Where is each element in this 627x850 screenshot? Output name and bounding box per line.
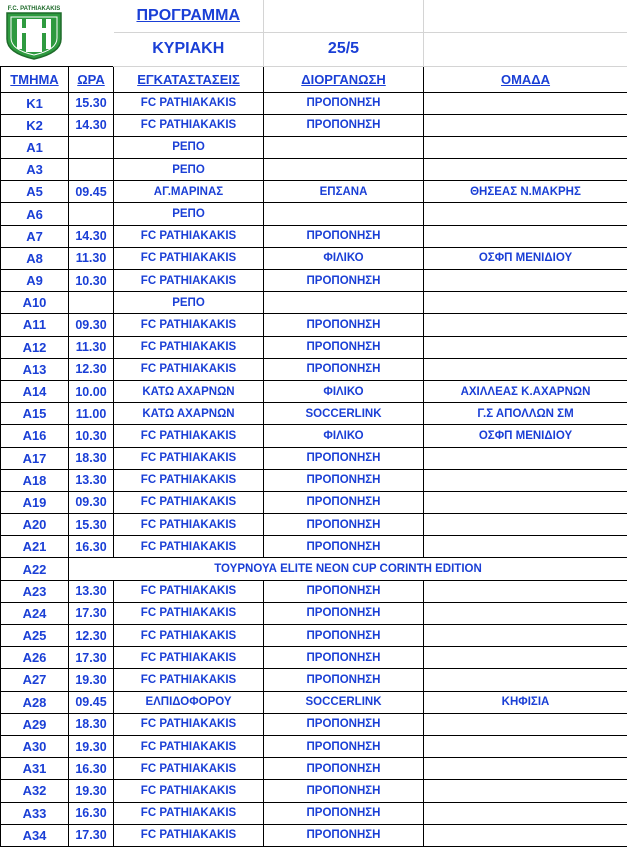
time-cell: 17.30 xyxy=(69,824,114,846)
time-cell xyxy=(69,136,114,158)
organization-cell: ΕΠΣΑΝΑ xyxy=(264,181,424,203)
venue-cell: FC PATHIAKAKIS xyxy=(114,802,264,824)
time-cell: 17.30 xyxy=(69,602,114,624)
col-team-header: ΤΜΗΜΑ xyxy=(1,66,69,92)
organization-cell: ΠΡΟΠΟΝΗΣΗ xyxy=(264,447,424,469)
table-row xyxy=(1,247,627,269)
team-cell: A19 xyxy=(1,491,69,513)
team-cell: A1 xyxy=(1,136,69,158)
venue-cell: ΕΛΠΙΔΟΦΟΡΟΥ xyxy=(114,691,264,713)
time-cell: 17.30 xyxy=(69,647,114,669)
empty-header-cell xyxy=(424,0,627,32)
table-row xyxy=(1,159,627,181)
organization-cell: ΠΡΟΠΟΝΗΣΗ xyxy=(264,647,424,669)
organization-cell: SOCCERLINK xyxy=(264,691,424,713)
team-cell: A15 xyxy=(1,403,69,425)
venue-cell: FC PATHIAKAKIS xyxy=(114,336,264,358)
time-cell: 18.30 xyxy=(69,713,114,735)
venue-cell: ΚΑΤΩ ΑΧΑΡΝΩΝ xyxy=(114,380,264,402)
organization-cell: ΠΡΟΠΟΝΗΣΗ xyxy=(264,602,424,624)
venue-cell: FC PATHIAKAKIS xyxy=(114,580,264,602)
organization-cell: ΦΙΛΙΚΟ xyxy=(264,380,424,402)
time-cell xyxy=(69,159,114,181)
team-cell: A5 xyxy=(1,181,69,203)
opponent-cell: ΘΗΣΕΑΣ Ν.ΜΑΚΡΗΣ xyxy=(424,181,627,203)
venue-cell: FC PATHIAKAKIS xyxy=(114,758,264,780)
table-row xyxy=(1,336,627,358)
table-row xyxy=(1,491,627,513)
organization-cell: SOCCERLINK xyxy=(264,403,424,425)
time-cell: 11.30 xyxy=(69,247,114,269)
table-row xyxy=(1,181,627,203)
club-logo xyxy=(3,1,65,60)
logo-lettering: F.C. PATHIAKAKIS xyxy=(7,6,61,12)
venue-cell: FC PATHIAKAKIS xyxy=(114,735,264,757)
time-cell: 09.30 xyxy=(69,314,114,336)
team-cell: A24 xyxy=(1,602,69,624)
team-cell: A34 xyxy=(1,824,69,846)
table-row xyxy=(1,92,627,114)
opponent-cell xyxy=(424,159,627,181)
organization-cell: ΠΡΟΠΟΝΗΣΗ xyxy=(264,469,424,491)
team-cell: A3 xyxy=(1,159,69,181)
table-row xyxy=(1,425,627,447)
time-cell: 10.30 xyxy=(69,270,114,292)
time-cell: 15.30 xyxy=(69,92,114,114)
team-cell: A22 xyxy=(1,558,69,580)
table-row xyxy=(1,824,627,846)
table-row xyxy=(1,447,627,469)
organization-cell: ΠΡΟΠΟΝΗΣΗ xyxy=(264,225,424,247)
date-cell xyxy=(264,32,424,66)
opponent-cell xyxy=(424,758,627,780)
venue-cell: ΡΕΠΟ xyxy=(114,159,264,181)
opponent-cell xyxy=(424,536,627,558)
organization-cell: ΦΙΛΙΚΟ xyxy=(264,247,424,269)
venue-cell: FC PATHIAKAKIS xyxy=(114,314,264,336)
organization-cell: ΠΡΟΠΟΝΗΣΗ xyxy=(264,314,424,336)
venue-cell: FC PATHIAKAKIS xyxy=(114,669,264,691)
time-cell: 09.45 xyxy=(69,691,114,713)
team-cell: K2 xyxy=(1,114,69,136)
empty-header-cell xyxy=(264,0,424,32)
organization-cell: ΠΡΟΠΟΝΗΣΗ xyxy=(264,92,424,114)
time-cell: 16.30 xyxy=(69,802,114,824)
opponent-cell xyxy=(424,602,627,624)
venue-cell: FC PATHIAKAKIS xyxy=(114,491,264,513)
team-cell: A11 xyxy=(1,314,69,336)
team-cell: K1 xyxy=(1,92,69,114)
time-cell: 12.30 xyxy=(69,625,114,647)
time-cell: 09.45 xyxy=(69,181,114,203)
table-row xyxy=(1,625,627,647)
team-cell: A28 xyxy=(1,691,69,713)
table-row xyxy=(1,314,627,336)
organization-cell: ΠΡΟΠΟΝΗΣΗ xyxy=(264,713,424,735)
team-cell: A7 xyxy=(1,225,69,247)
opponent-cell xyxy=(424,802,627,824)
organization-cell: ΠΡΟΠΟΝΗΣΗ xyxy=(264,358,424,380)
time-cell: 19.30 xyxy=(69,780,114,802)
venue-cell: FC PATHIAKAKIS xyxy=(114,247,264,269)
table-row xyxy=(1,802,627,824)
team-cell: A25 xyxy=(1,625,69,647)
organization-cell xyxy=(264,292,424,314)
team-cell: A27 xyxy=(1,669,69,691)
table-row xyxy=(1,691,627,713)
time-cell: 16.30 xyxy=(69,758,114,780)
venue-cell: ΚΑΤΩ ΑΧΑΡΝΩΝ xyxy=(114,403,264,425)
col-venue-header: ΕΓΚΑΤΑΣΤΑΣΕΙΣ xyxy=(114,66,264,92)
table-row xyxy=(1,536,627,558)
date-label: 25/5 xyxy=(327,40,360,57)
opponent-cell: Γ.Σ ΑΠΟΛΛΩΝ ΣΜ xyxy=(424,403,627,425)
time-cell: 10.00 xyxy=(69,380,114,402)
opponent-cell xyxy=(424,336,627,358)
table-row xyxy=(1,758,627,780)
time-cell: 13.30 xyxy=(69,580,114,602)
table-row xyxy=(1,225,627,247)
venue-cell: ΡΕΠΟ xyxy=(114,136,264,158)
table-row xyxy=(1,380,627,402)
opponent-cell xyxy=(424,735,627,757)
time-cell: 11.30 xyxy=(69,336,114,358)
table-row xyxy=(1,114,627,136)
team-cell: A29 xyxy=(1,713,69,735)
opponent-cell: ΚΗΦΙΣΙΑ xyxy=(424,691,627,713)
team-cell: A31 xyxy=(1,758,69,780)
table-row xyxy=(1,713,627,735)
page-title: ΠΡΟΓΡΑΜΜΑ xyxy=(136,6,241,24)
table-row xyxy=(1,136,627,158)
merged-event-cell: ΤΟΥΡΝΟΥΑ ELITE NEON CUP CORINTH EDITION xyxy=(69,558,627,580)
organization-cell: ΠΡΟΠΟΝΗΣΗ xyxy=(264,802,424,824)
venue-cell: ΡΕΠΟ xyxy=(114,203,264,225)
col-organization-header: ΔΙΟΡΓΑΝΩΣΗ xyxy=(264,66,424,92)
opponent-cell xyxy=(424,625,627,647)
time-cell: 10.30 xyxy=(69,425,114,447)
venue-cell: FC PATHIAKAKIS xyxy=(114,514,264,536)
organization-cell xyxy=(264,136,424,158)
organization-cell: ΠΡΟΠΟΝΗΣΗ xyxy=(264,536,424,558)
time-cell: 18.30 xyxy=(69,447,114,469)
opponent-cell xyxy=(424,270,627,292)
opponent-cell xyxy=(424,225,627,247)
team-cell: A21 xyxy=(1,536,69,558)
organization-cell xyxy=(264,203,424,225)
empty-header-cell xyxy=(424,32,627,66)
venue-cell: FC PATHIAKAKIS xyxy=(114,625,264,647)
team-cell: A30 xyxy=(1,735,69,757)
opponent-cell xyxy=(424,780,627,802)
time-cell: 14.30 xyxy=(69,225,114,247)
venue-cell: FC PATHIAKAKIS xyxy=(114,92,264,114)
venue-cell: FC PATHIAKAKIS xyxy=(114,358,264,380)
organization-cell: ΠΡΟΠΟΝΗΣΗ xyxy=(264,735,424,757)
opponent-cell xyxy=(424,491,627,513)
table-row xyxy=(1,647,627,669)
time-cell: 19.30 xyxy=(69,669,114,691)
time-cell: 19.30 xyxy=(69,735,114,757)
time-cell: 16.30 xyxy=(69,536,114,558)
table-row xyxy=(1,203,627,225)
venue-cell: FC PATHIAKAKIS xyxy=(114,114,264,136)
venue-cell: FC PATHIAKAKIS xyxy=(114,447,264,469)
team-cell: A12 xyxy=(1,336,69,358)
venue-cell: FC PATHIAKAKIS xyxy=(114,602,264,624)
opponent-cell: ΟΣΦΠ ΜΕΝΙΔΙΟΥ xyxy=(424,247,627,269)
table-row xyxy=(1,514,627,536)
opponent-cell xyxy=(424,669,627,691)
time-cell: 09.30 xyxy=(69,491,114,513)
opponent-cell xyxy=(424,447,627,469)
team-cell: A16 xyxy=(1,425,69,447)
organization-cell: ΠΡΟΠΟΝΗΣΗ xyxy=(264,336,424,358)
table-row xyxy=(1,735,627,757)
organization-cell xyxy=(264,159,424,181)
team-cell: A8 xyxy=(1,247,69,269)
team-cell: A23 xyxy=(1,580,69,602)
opponent-cell: ΑΧΙΛΛΕΑΣ Κ.ΑΧΑΡΝΩΝ xyxy=(424,380,627,402)
opponent-cell xyxy=(424,514,627,536)
opponent-cell: ΟΣΦΠ ΜΕΝΙΔΙΟΥ xyxy=(424,425,627,447)
time-cell: 15.30 xyxy=(69,514,114,536)
team-cell: A32 xyxy=(1,780,69,802)
team-cell: A14 xyxy=(1,380,69,402)
venue-cell: FC PATHIAKAKIS xyxy=(114,225,264,247)
opponent-cell xyxy=(424,203,627,225)
team-cell: A10 xyxy=(1,292,69,314)
table-row xyxy=(1,669,627,691)
organization-cell: ΠΡΟΠΟΝΗΣΗ xyxy=(264,491,424,513)
venue-cell: FC PATHIAKAKIS xyxy=(114,536,264,558)
team-cell: A13 xyxy=(1,358,69,380)
organization-cell: ΦΙΛΙΚΟ xyxy=(264,425,424,447)
table-row xyxy=(1,292,627,314)
opponent-cell xyxy=(424,469,627,491)
time-cell: 11.00 xyxy=(69,403,114,425)
time-cell xyxy=(69,292,114,314)
opponent-cell xyxy=(424,314,627,336)
opponent-cell xyxy=(424,92,627,114)
table-row xyxy=(1,580,627,602)
time-cell: 13.30 xyxy=(69,469,114,491)
team-cell: A20 xyxy=(1,514,69,536)
team-cell: A6 xyxy=(1,203,69,225)
opponent-cell xyxy=(424,647,627,669)
col-opponent-header: ΟΜΑΔΑ xyxy=(424,66,627,92)
opponent-cell xyxy=(424,358,627,380)
table-row xyxy=(1,602,627,624)
organization-cell: ΠΡΟΠΟΝΗΣΗ xyxy=(264,514,424,536)
opponent-cell xyxy=(424,292,627,314)
time-cell xyxy=(69,203,114,225)
organization-cell: ΠΡΟΠΟΝΗΣΗ xyxy=(264,669,424,691)
team-cell: A9 xyxy=(1,270,69,292)
table-row xyxy=(1,270,627,292)
day-cell xyxy=(114,32,264,66)
table-row xyxy=(1,469,627,491)
organization-cell: ΠΡΟΠΟΝΗΣΗ xyxy=(264,780,424,802)
table-row xyxy=(1,558,627,580)
opponent-cell xyxy=(424,114,627,136)
venue-cell: ΡΕΠΟ xyxy=(114,292,264,314)
col-time-header: ΩΡΑ xyxy=(69,66,114,92)
title-cell xyxy=(114,0,264,32)
organization-cell: ΠΡΟΠΟΝΗΣΗ xyxy=(264,114,424,136)
team-cell: A17 xyxy=(1,447,69,469)
table-row xyxy=(1,403,627,425)
venue-cell: ΑΓ.ΜΑΡΙΝΑΣ xyxy=(114,181,264,203)
team-cell: A26 xyxy=(1,647,69,669)
opponent-cell xyxy=(424,136,627,158)
time-cell: 12.30 xyxy=(69,358,114,380)
venue-cell: FC PATHIAKAKIS xyxy=(114,647,264,669)
time-cell: 14.30 xyxy=(69,114,114,136)
organization-cell: ΠΡΟΠΟΝΗΣΗ xyxy=(264,625,424,647)
organization-cell: ΠΡΟΠΟΝΗΣΗ xyxy=(264,580,424,602)
opponent-cell xyxy=(424,713,627,735)
table-row xyxy=(1,358,627,380)
organization-cell: ΠΡΟΠΟΝΗΣΗ xyxy=(264,758,424,780)
venue-cell: FC PATHIAKAKIS xyxy=(114,425,264,447)
opponent-cell xyxy=(424,580,627,602)
venue-cell: FC PATHIAKAKIS xyxy=(114,469,264,491)
venue-cell: FC PATHIAKAKIS xyxy=(114,270,264,292)
table-row xyxy=(1,780,627,802)
day-label: ΚΥΡΙΑΚΗ xyxy=(152,40,225,57)
organization-cell: ΠΡΟΠΟΝΗΣΗ xyxy=(264,824,424,846)
venue-cell: FC PATHIAKAKIS xyxy=(114,780,264,802)
organization-cell: ΠΡΟΠΟΝΗΣΗ xyxy=(264,270,424,292)
team-cell: A33 xyxy=(1,802,69,824)
venue-cell: FC PATHIAKAKIS xyxy=(114,824,264,846)
team-cell: A18 xyxy=(1,469,69,491)
venue-cell: FC PATHIAKAKIS xyxy=(114,713,264,735)
opponent-cell xyxy=(424,824,627,846)
